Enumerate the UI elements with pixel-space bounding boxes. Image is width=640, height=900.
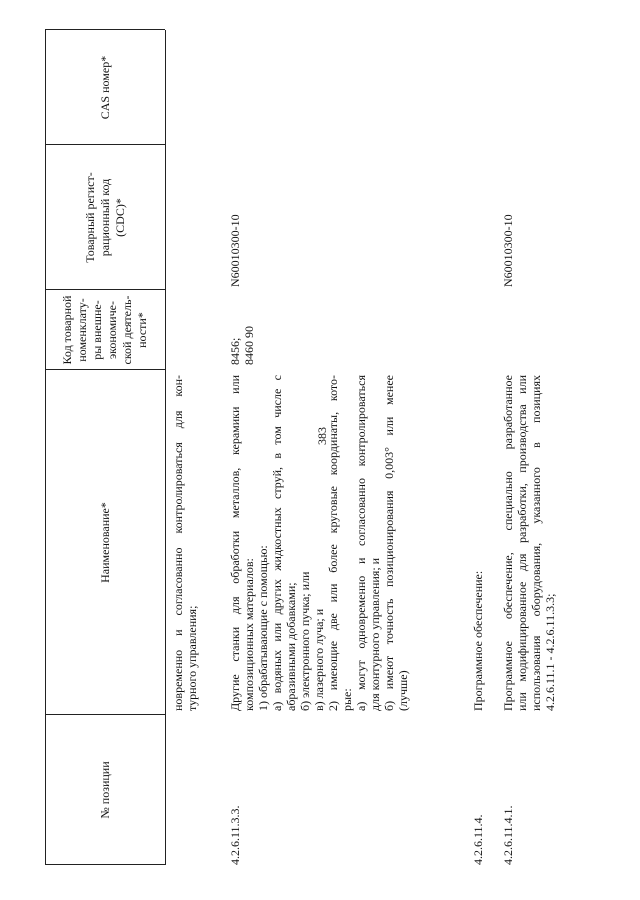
header-cas: CAS номер* [97, 55, 112, 120]
row-4-2-6-11-4-position: 4.2.6.11.4. [471, 814, 485, 865]
row-4-2-6-11-4-1-name: Программное обеспечение, специально разработанное или модифицированное для разработки, производства или использования оборудования, указанного в позициях 4.2.6.11.1 - 4.2.6.11.3.3; [501, 375, 557, 711]
row-4-2-6-11-4-1-position: 4.2.6.11.4.1. [501, 805, 515, 865]
header-bottom-border [165, 30, 166, 865]
page-number: 383 [315, 427, 329, 445]
header-cdc-code: Товарный регист- рационный код (CDC)* [82, 172, 127, 263]
row-4-2-6-11-4-1-cdc-code: N60010300-10 [501, 214, 515, 287]
continuation-text: новременно и согласованно контролироваться для кон- турного управления; [171, 375, 199, 711]
row-4-2-6-11-3-3-name: Другие станки для обработки металлов, керамики или композиционных материалов: 1) обрабатывающие с помощью: а) водяных или других жидкостных струй, в том числе с абразивными добавками; б) электронного пучка; или в) лазерного луча; и 2) имеющие две или более круговые координаты, кото- рые: а) могут одновременно и согласованно контролироваться для контурного управления; и б) имеют точность позиционирования 0,003° или менее (лучше) [228, 375, 410, 711]
header-position: № позиции [97, 761, 112, 819]
table-sheet [45, 30, 615, 865]
header-name: Наименование* [97, 502, 112, 583]
row-4-2-6-11-4-name: Программное обеспечение: [471, 570, 485, 711]
row-4-2-6-11-3-3-customs-code: 8456; 8460 90 [228, 326, 256, 365]
header-customs-code: Код товарной номенклату- ры внешне- экономиче- ской деятель- ности* [60, 295, 149, 365]
row-4-2-6-11-3-3-cdc-code: N60010300-10 [228, 214, 242, 287]
row-4-2-6-11-3-3-position: 4.2.6.11.3.3. [228, 805, 242, 865]
